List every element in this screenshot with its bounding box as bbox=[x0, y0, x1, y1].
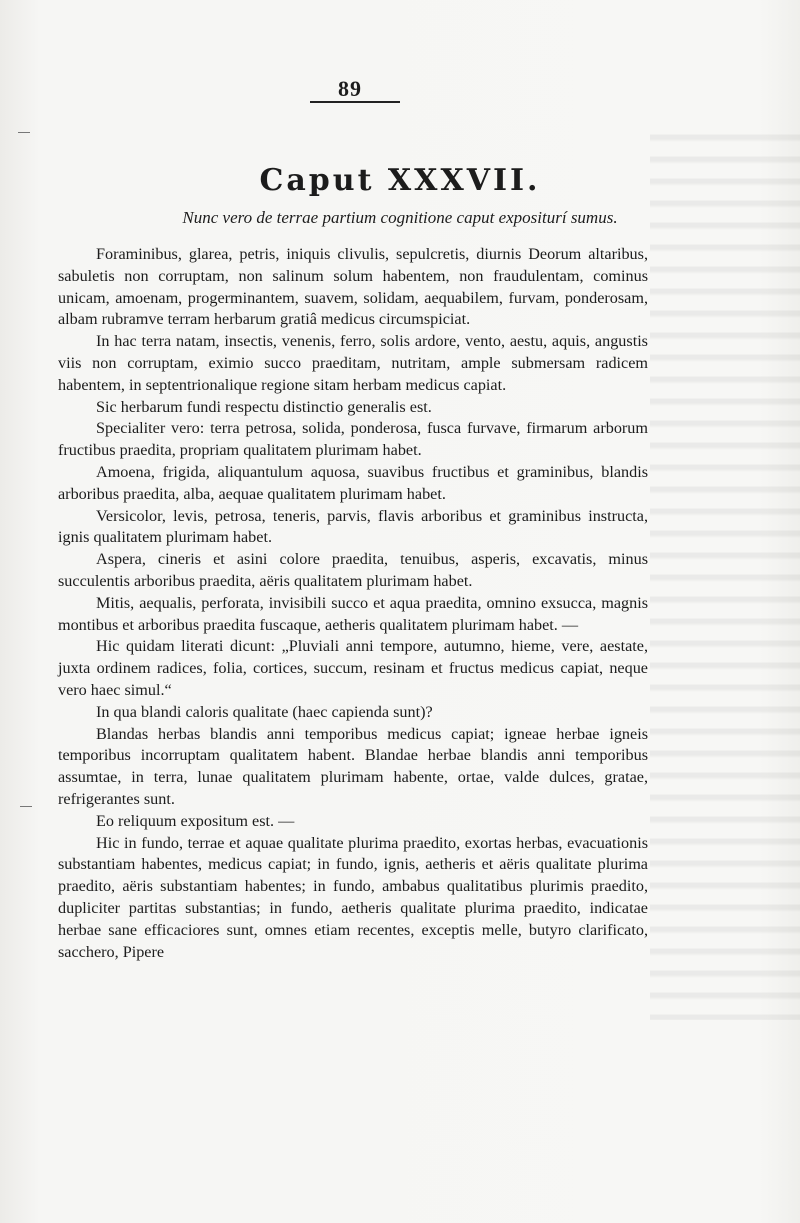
page-number-rule bbox=[310, 101, 400, 103]
chapter-subtitle: Nunc vero de terrae partium cognitione caput expositurí sumus. bbox=[182, 208, 618, 227]
paragraph: Sic herbarum fundi respectu distinctio generalis est. bbox=[96, 397, 432, 416]
paragraph: Versicolor, levis, petrosa, teneris, parvis, flavis arboribus et graminibus instructa, ignis qualitatem plurimam habet. bbox=[58, 506, 648, 547]
paragraph: In qua blandi caloris qualitate (haec capienda sunt)? bbox=[96, 702, 433, 721]
paragraph: Hic in fundo, terrae et aquae qualitate plurima praedito, exortas herbas, evacuationis substantiam habentes, medicus capiat; in fundo, ignis, aetheris et aëris qualitate plurima praedito, aëris substantiam habentes; in fundo, ambabus qualitatibus plurimis praedito, dupliciter partitas substantias; in fundo, aetheris qualitate plurima praedito, indicatae herbae sane efficaciores sunt, omnes etiam recentes, exceptis melle, butyro clarificato, sacchero, Pipere bbox=[58, 833, 648, 961]
paragraph: Blandas herbas blandis anni temporibus medicus capiat; igneae herbae igneis temporibus incorruptam qualitatem habent. Blandae herbae blandis anni temporibus assumtae, in terra, lunae qualitatem plurimam habente, ortae, valde dulces, gratae, refrigerantes sunt. bbox=[58, 724, 648, 808]
paragraph: Hic quidam literati dicunt: „Pluviali anni tempore, autumno, hieme, vere, aestate, juxta ordinem radices, folia, cortices, succum, resinam et fructus medicus capiat, neque vero haec simul.“ bbox=[58, 637, 648, 699]
paragraph: Mitis, aequalis, perforata, invisibili succo et aqua praedita, omnino exsucca, magnis montibus et arboribus praedita fuscaque, aetheris qualitatem plurimam habet. — bbox=[58, 593, 648, 634]
margin-mark bbox=[20, 806, 32, 807]
paragraph: Foraminibus, glarea, petris, iniquis clivulis, sepulcretis, diurnis Deorum altaribus, sabuletis non corruptam, non salinum solum habentem, non fraudulentam, cominus unicam, amoenam, progerminantem, suavem, solidam, aequabilem, furvam, ponderosam, albam rubramve terram herbarum gratiâ medicus circumspiciat. bbox=[58, 245, 648, 329]
paragraph: Specialiter vero: terra petrosa, solida, ponderosa, fusca furvave, firmarum arborum fructibus praedita, propriam qualitatem plurimam habet. bbox=[58, 419, 648, 460]
paragraph: In hac terra natam, insectis, venenis, ferro, solis ardore, vento, aestu, aquis, angustis viis non corruptam, eximio succo praeditam, nutritam, ample submersam radicem habentem, in septentrionalique regione sitam herbam medicus capiat. bbox=[58, 332, 648, 394]
paragraph: Amoena, frigida, aliquantulum aquosa, suavibus fructibus et graminibus, blandis arboribus praedita, alba, aequae qualitatem plurimam habet. bbox=[58, 462, 648, 503]
chapter-title: Caput XXXVII. bbox=[259, 163, 541, 198]
body-text bbox=[58, 244, 648, 963]
margin-mark bbox=[18, 132, 30, 133]
paragraph: Aspera, cineris et asini colore praedita, tenuibus, asperis, excavatis, minus succulentis arboribus praedita, aëris qualitatem plurimam habet. bbox=[58, 550, 648, 590]
page-number: 89 bbox=[338, 76, 362, 101]
paragraph: Eo reliquum expositum est. — bbox=[96, 811, 295, 830]
show-through-text bbox=[650, 120, 800, 1020]
